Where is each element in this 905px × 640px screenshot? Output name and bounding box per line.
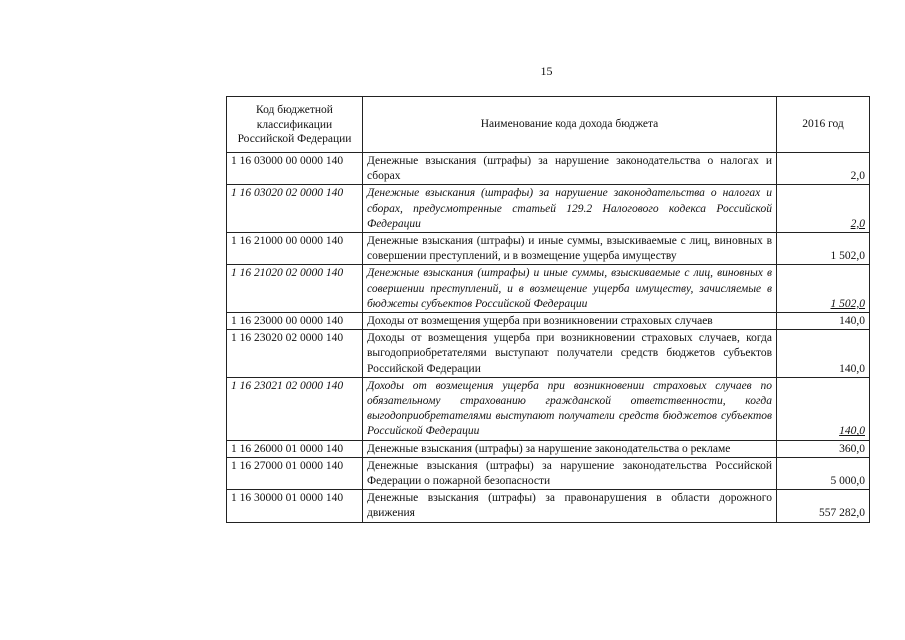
table-row <box>227 265 870 313</box>
revenue-name-cell: Денежные взыскания (штрафы) за нарушение законодательства о налогах и сборах <box>363 153 777 185</box>
budget-code-cell: 1 16 23020 02 0000 140 <box>227 330 363 378</box>
amount-cell <box>777 185 870 233</box>
revenue-name-cell: Денежные взыскания (штрафы) за нарушение законодательства о налогах и сборах, предусмотренные статьей 129.2 Налогового кодекса Российской Федерации <box>363 185 777 233</box>
revenue-name-cell: Денежные взыскания (штрафы) и иные суммы, взыскиваемые с лиц, виновных в совершении преступлений, и в возмещение ущерба имуществу <box>363 233 777 265</box>
amount-cell <box>777 377 870 440</box>
amount-cell: 1 502,0 <box>777 233 870 265</box>
table-row <box>227 233 870 265</box>
budget-code-cell: 1 16 03000 00 0000 140 <box>227 153 363 185</box>
revenue-name-cell: Денежные взыскания (штрафы) и иные суммы, взыскиваемые с лиц, виновных в совершении преступлений, и в возмещение ущерба имуществу, зачисляемые в бюджеты субъектов Российской Федерации <box>363 265 777 313</box>
table-row <box>227 330 870 378</box>
budget-code-cell: 1 16 23021 02 0000 140 <box>227 377 363 440</box>
amount-cell: 140,0 <box>777 330 870 378</box>
amount-value: 2,0 <box>850 217 865 230</box>
amount-value: 140,0 <box>839 425 865 438</box>
revenue-name-cell: Денежные взыскания (штрафы) за нарушение законодательства Российской Федерации о пожарной безопасности <box>363 457 777 489</box>
table-header-row <box>227 97 870 153</box>
page-number: 15 <box>540 64 553 78</box>
header-budget-code: Код бюджетной классификации Российской Федерации <box>227 97 363 153</box>
amount-cell: 2,0 <box>777 153 870 185</box>
amount-value: 1 502,0 <box>830 297 865 310</box>
amount-cell <box>777 265 870 313</box>
amount-cell: 5 000,0 <box>777 457 870 489</box>
budget-revenue-table <box>226 96 870 523</box>
header-revenue-name: Наименование кода дохода бюджета <box>363 97 777 153</box>
table-row <box>227 440 870 457</box>
revenue-name-cell: Денежные взыскания (штрафы) за правонарушения в области дорожного движения <box>363 490 777 522</box>
header-year-2016: 2016 год <box>777 97 870 153</box>
table-row <box>227 185 870 233</box>
amount-cell: 140,0 <box>777 313 870 330</box>
budget-code-cell: 1 16 30000 01 0000 140 <box>227 490 363 522</box>
revenue-name-cell: Доходы от возмещения ущерба при возникновении страховых случаев <box>363 313 777 330</box>
table-row <box>227 377 870 440</box>
table-row <box>227 457 870 489</box>
budget-code-cell: 1 16 27000 01 0000 140 <box>227 457 363 489</box>
table-row <box>227 313 870 330</box>
revenue-name-cell: Доходы от возмещения ущерба при возникновении страховых случаев, когда выгодоприобретателями выступают получатели средств бюджетов субъектов Российской Федерации <box>363 330 777 378</box>
budget-code-cell: 1 16 21020 02 0000 140 <box>227 265 363 313</box>
budget-code-cell: 1 16 21000 00 0000 140 <box>227 233 363 265</box>
budget-code-cell: 1 16 26000 01 0000 140 <box>227 440 363 457</box>
table-row <box>227 153 870 185</box>
budget-code-cell: 1 16 23000 00 0000 140 <box>227 313 363 330</box>
revenue-name-cell: Доходы от возмещения ущерба при возникновении страховых случаев по обязательному страхованию гражданской ответственности, когда выгодоприобретателями выступают получатели средств бюджетов субъектов Российской Федерации <box>363 377 777 440</box>
revenue-name-cell: Денежные взыскания (штрафы) за нарушение законодательства о рекламе <box>363 440 777 457</box>
budget-code-cell: 1 16 03020 02 0000 140 <box>227 185 363 233</box>
amount-cell: 557 282,0 <box>777 490 870 522</box>
table-row <box>227 490 870 522</box>
amount-cell: 360,0 <box>777 440 870 457</box>
